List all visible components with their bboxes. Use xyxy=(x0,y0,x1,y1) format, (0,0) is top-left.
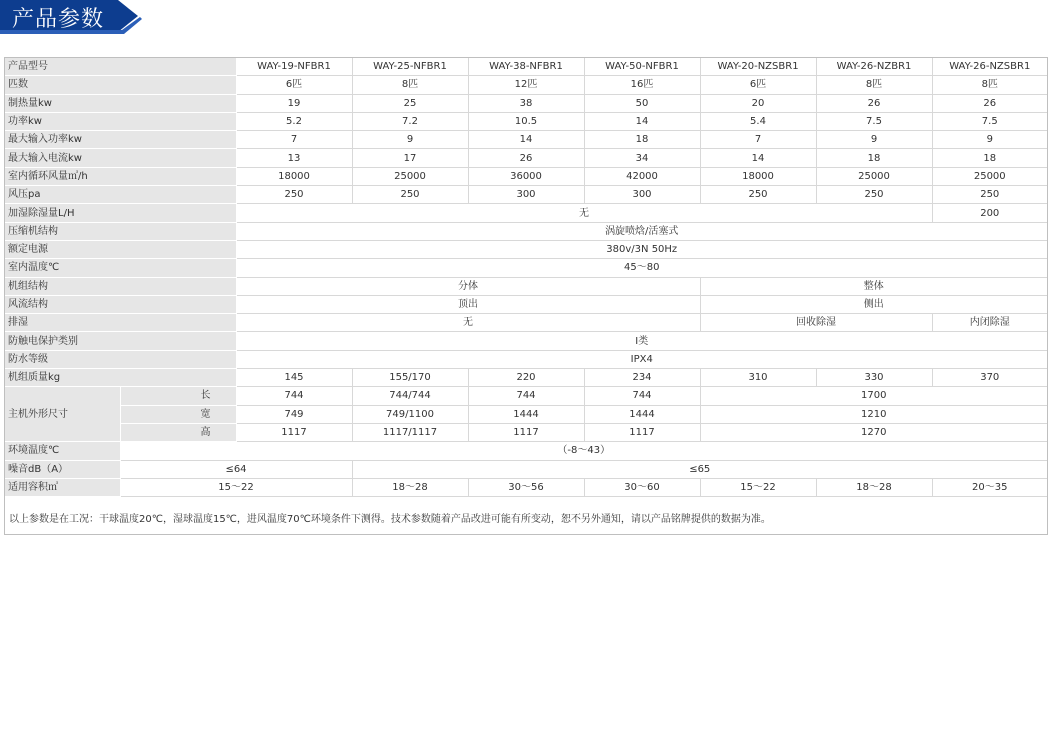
row-label: 额定电源 xyxy=(5,240,236,258)
sub-label: 长 xyxy=(120,387,236,405)
value-cell: 749/1100 xyxy=(352,405,468,423)
value-cell: 5.2 xyxy=(236,112,352,130)
value-cell: 9 xyxy=(352,131,468,149)
header-title: 产品参数 xyxy=(12,7,105,32)
value-cell: 7.5 xyxy=(932,112,1047,130)
row-dim-height xyxy=(5,423,1047,441)
row-label: 制热量kw xyxy=(5,94,236,112)
row-label: 环境温度℃ xyxy=(5,442,120,460)
value-cell: 45～80 xyxy=(236,259,1047,277)
value-cell: 26 xyxy=(468,149,584,167)
row-dim-length xyxy=(5,387,1047,405)
value-cell: 回收除湿 xyxy=(700,314,932,332)
value-cell: 749 xyxy=(236,405,352,423)
section-header xyxy=(0,0,150,34)
value-cell: 7.5 xyxy=(816,112,932,130)
value-cell: 15～22 xyxy=(120,478,352,496)
value-cell: 1700 xyxy=(700,387,1047,405)
row-compressor xyxy=(5,222,1047,240)
value-cell: 26 xyxy=(816,94,932,112)
row-label: 最大输入电流kw xyxy=(5,149,236,167)
value-cell: 侧出 xyxy=(700,295,1047,313)
value-cell: 250 xyxy=(352,186,468,204)
value-cell: 涡旋喷焓/活塞式 xyxy=(236,222,1047,240)
value-cell: 380v/3N 50Hz xyxy=(236,240,1047,258)
row-label: 噪音dB（A） xyxy=(5,460,120,478)
value-cell: 18 xyxy=(816,149,932,167)
value-cell: 顶出 xyxy=(236,295,700,313)
row-label: 防水等级 xyxy=(5,350,236,368)
model-cell: WAY-50-NFBR1 xyxy=(584,58,700,76)
value-cell: 25000 xyxy=(816,167,932,185)
value-cell: 1444 xyxy=(468,405,584,423)
row-mass xyxy=(5,369,1047,387)
value-cell: 7 xyxy=(236,131,352,149)
value-cell: 6匹 xyxy=(236,76,352,94)
value-cell: 18000 xyxy=(236,167,352,185)
row-label: 匹数 xyxy=(5,76,236,94)
value-cell: 1117/1117 xyxy=(352,423,468,441)
row-airflow-structure xyxy=(5,295,1047,313)
value-cell: 14 xyxy=(700,149,816,167)
value-cell: 1117 xyxy=(468,423,584,441)
row-dim-width xyxy=(5,405,1047,423)
value-cell: 250 xyxy=(932,186,1047,204)
value-cell: 10.5 xyxy=(468,112,584,130)
row-label: 最大输入功率kw xyxy=(5,131,236,149)
row-label: 机组质量kg xyxy=(5,369,236,387)
value-cell: 13 xyxy=(236,149,352,167)
row-supply xyxy=(5,240,1047,258)
value-cell: IPX4 xyxy=(236,350,1047,368)
value-cell: 8匹 xyxy=(816,76,932,94)
row-heat xyxy=(5,94,1047,112)
value-cell: 1444 xyxy=(584,405,700,423)
row-structure xyxy=(5,277,1047,295)
row-power xyxy=(5,112,1047,130)
value-cell: 744 xyxy=(468,387,584,405)
value-cell: 9 xyxy=(932,131,1047,149)
row-label: 压缩机结构 xyxy=(5,222,236,240)
sub-label: 高 xyxy=(120,423,236,441)
row-label: 主机外形尺寸 xyxy=(5,387,120,442)
row-max-current xyxy=(5,149,1047,167)
model-cell: WAY-26-NZSBR1 xyxy=(932,58,1047,76)
value-cell: 1117 xyxy=(584,423,700,441)
value-cell: 14 xyxy=(584,112,700,130)
row-hp xyxy=(5,76,1047,94)
parameter-table xyxy=(5,58,1047,497)
model-cell: WAY-20-NZSBR1 xyxy=(700,58,816,76)
row-label: 产品型号 xyxy=(5,58,236,76)
value-cell: ≤65 xyxy=(352,460,1047,478)
value-cell: 36000 xyxy=(468,167,584,185)
value-cell: 分体 xyxy=(236,277,700,295)
value-cell: 250 xyxy=(700,186,816,204)
value-cell: 17 xyxy=(352,149,468,167)
row-airflow xyxy=(5,167,1047,185)
value-cell: 744 xyxy=(236,387,352,405)
value-cell: 18000 xyxy=(700,167,816,185)
row-label: 室内温度℃ xyxy=(5,259,236,277)
value-cell: 8匹 xyxy=(932,76,1047,94)
row-volume xyxy=(5,478,1047,496)
row-water xyxy=(5,350,1047,368)
sub-label: 宽 xyxy=(120,405,236,423)
value-cell: 7.2 xyxy=(352,112,468,130)
value-cell: 7 xyxy=(700,131,816,149)
row-env-temp xyxy=(5,442,1047,460)
value-cell: 8匹 xyxy=(352,76,468,94)
row-label: 风流结构 xyxy=(5,295,236,313)
value-cell: 155/170 xyxy=(352,369,468,387)
value-cell: 300 xyxy=(468,186,584,204)
value-cell: 18～28 xyxy=(352,478,468,496)
value-cell: 18～28 xyxy=(816,478,932,496)
row-label: 机组结构 xyxy=(5,277,236,295)
row-label: 适用容积㎥ xyxy=(5,478,120,496)
value-cell: 220 xyxy=(468,369,584,387)
row-label: 室内循环风量㎥/h xyxy=(5,167,236,185)
value-cell: 5.4 xyxy=(700,112,816,130)
value-cell: 6匹 xyxy=(700,76,816,94)
value-cell: 25000 xyxy=(932,167,1047,185)
value-cell: 18 xyxy=(584,131,700,149)
value-cell: 310 xyxy=(700,369,816,387)
row-label: 加湿除湿量L/H xyxy=(5,204,236,222)
row-humid xyxy=(5,204,1047,222)
value-cell: 38 xyxy=(468,94,584,112)
value-cell: 9 xyxy=(816,131,932,149)
value-cell: 整体 xyxy=(700,277,1047,295)
value-cell: 18 xyxy=(932,149,1047,167)
value-cell: 1210 xyxy=(700,405,1047,423)
row-shock xyxy=(5,332,1047,350)
value-cell: 300 xyxy=(584,186,700,204)
value-cell: 16匹 xyxy=(584,76,700,94)
value-cell: 370 xyxy=(932,369,1047,387)
value-cell: 1117 xyxy=(236,423,352,441)
value-cell: 无 xyxy=(236,314,700,332)
value-cell: 内闭除湿 xyxy=(932,314,1047,332)
value-cell: 42000 xyxy=(584,167,700,185)
row-label: 防触电保护类别 xyxy=(5,332,236,350)
value-cell: 34 xyxy=(584,149,700,167)
value-cell: 744/744 xyxy=(352,387,468,405)
value-cell: 30～56 xyxy=(468,478,584,496)
footnote: 以上参数是在工况：干球温度20℃，湿球温度15℃，进风温度70℃环境条件下测得。技术参数随着产品改进可能有所变动，恕不另外通知，请以产品铭牌提供的数据为准。 xyxy=(9,514,771,525)
value-cell: 14 xyxy=(468,131,584,149)
value-cell: 250 xyxy=(816,186,932,204)
model-cell: WAY-25-NFBR1 xyxy=(352,58,468,76)
value-cell: 1270 xyxy=(700,423,1047,441)
row-model xyxy=(5,58,1047,76)
row-label: 风压pa xyxy=(5,186,236,204)
row-pressure xyxy=(5,186,1047,204)
row-label: 排湿 xyxy=(5,314,236,332)
row-label: 功率kw xyxy=(5,112,236,130)
row-indoor-temp xyxy=(5,259,1047,277)
value-cell: 250 xyxy=(236,186,352,204)
value-cell: 50 xyxy=(584,94,700,112)
value-cell: 无 xyxy=(236,204,932,222)
value-cell: Ⅰ类 xyxy=(236,332,1047,350)
value-cell: 12匹 xyxy=(468,76,584,94)
value-cell: 744 xyxy=(584,387,700,405)
value-cell: 19 xyxy=(236,94,352,112)
row-max-power xyxy=(5,131,1047,149)
value-cell: （-8～43） xyxy=(120,442,1047,460)
value-cell: 234 xyxy=(584,369,700,387)
value-cell: 30～60 xyxy=(584,478,700,496)
model-cell: WAY-26-NZBR1 xyxy=(816,58,932,76)
value-cell: 26 xyxy=(932,94,1047,112)
value-cell: 330 xyxy=(816,369,932,387)
value-cell: 25 xyxy=(352,94,468,112)
row-noise xyxy=(5,460,1047,478)
model-cell: WAY-38-NFBR1 xyxy=(468,58,584,76)
model-cell: WAY-19-NFBR1 xyxy=(236,58,352,76)
value-cell: 15～22 xyxy=(700,478,816,496)
value-cell: 20～35 xyxy=(932,478,1047,496)
value-cell: 200 xyxy=(932,204,1047,222)
value-cell: 145 xyxy=(236,369,352,387)
value-cell: ≤64 xyxy=(120,460,352,478)
row-drain xyxy=(5,314,1047,332)
value-cell: 25000 xyxy=(352,167,468,185)
value-cell: 20 xyxy=(700,94,816,112)
